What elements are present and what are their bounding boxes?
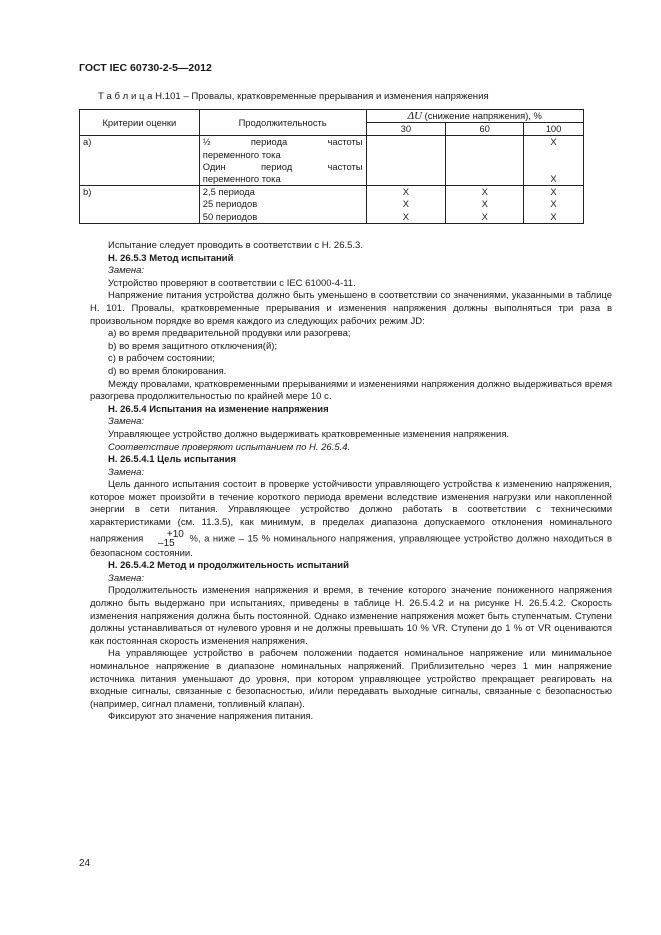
delta-u-text: (снижение напряжения), % xyxy=(424,110,542,121)
mark-x: X xyxy=(481,210,488,222)
document-body xyxy=(90,240,612,724)
duration-word: Один xyxy=(202,160,226,172)
header-duration: Продолжительность xyxy=(199,110,366,136)
table-row xyxy=(80,186,584,224)
paragraph: Напряжение питания устройства должно быть уменьшено в соответствии со значениями, указанными в таблице Н. 101. Провалы, кратковременные прерывания и изменения напряжения должны выполняться три раза в произвольном порядке во время каждого из следующих рабочих режим JD: xyxy=(90,290,612,327)
duration-line: 50 периодов xyxy=(202,210,258,222)
cell-b-30 xyxy=(366,186,446,224)
paragraph: Между провалами, кратковременными прерываниями и изменениями напряжения должно выдерживаться время разогрева продолжительностью по крайней мере 10 с. xyxy=(90,378,612,403)
mark-x: X xyxy=(402,186,410,198)
paragraph: На управляющее устройство в рабочем положении подается номинальное напряжение или минимальное номинальное напряжение в диапазоне номинальных напряжений. Приблизительно через 1 мин напряжение источника питания уменьшают до уровня, при котором управляющее устройство прекращает реагировать на входные сигналы, связанные с безопасностью, и/или передавать выходные сигналы, связанные с безопасностью (например, сигнал пламени, топливный клапан). xyxy=(90,648,612,710)
mark-x: X xyxy=(481,198,488,210)
mark-x: X xyxy=(550,198,557,210)
paragraph: Управляющее устройство должно выдерживать кратковременные изменения напряжения. xyxy=(108,428,510,440)
cell-a-60 xyxy=(446,136,524,186)
table-caption: Т а б л и ц а Н.101 – Провалы, кратковременные прерывания и изменения напряжения xyxy=(98,91,489,102)
replacement-note: Замена: xyxy=(108,416,145,428)
cell-b-60 xyxy=(446,186,524,224)
duration-word: период xyxy=(260,160,293,172)
header-delta xyxy=(366,110,584,123)
page-number: 24 xyxy=(79,858,91,869)
compliance-note: Соответствие проверяют испытанием по Н. 26.5.4. xyxy=(108,441,351,453)
mark-x: X xyxy=(550,173,557,185)
section-heading: Н. 26.5.4 Испытания на изменение напряжения xyxy=(108,403,329,415)
duration-line: переменного тока xyxy=(202,173,281,185)
header-level-60: 60 xyxy=(446,123,524,136)
header-level-100: 100 xyxy=(524,123,584,136)
tolerance-lower: –15 xyxy=(158,537,175,549)
header-criteria: Критерии оценки xyxy=(80,110,200,136)
delta-u-symbol: ΔU xyxy=(407,110,423,122)
cell-a-30 xyxy=(366,136,446,186)
cell-a-100 xyxy=(524,136,584,186)
replacement-note: Замена: xyxy=(108,265,145,277)
duration-word: частоты xyxy=(327,160,363,172)
paragraph: Продолжительность изменения напряжения и время, в течение которого значение пониженного напряжения должно быть выдержано при испытаниях, приведены в таблице Н. 26.5.4.2 и на рисунке Н. 26.5.4.2. Скорость изменения напряжения должна быть постоянной. Однако изменение напряжения может быть ступенчатым. Ступени должны устанавливаться от нулевого уровня и не должны превышать 10 % VR. Ступени до 1 % от VR оцениваются как постоянная скорость изменения напряжения. xyxy=(90,585,612,647)
paragraph-part: Цель данного испытания состоит в проверке устойчивости управляющего устройства к изменению напряжения, которое может произойти в течение короткого периода времени вследствие изменения нагрузки или накопленной энергии в сети питания. Управляющее устройство должно работать в соответствии с техническими характеристиками (см. 11.3.5), как минимум, в пределах диапазона допускаемого отклонения номинального напряжения xyxy=(90,479,612,545)
voltage-dip-table xyxy=(79,109,584,224)
duration-line: переменного тока xyxy=(202,148,281,160)
section-heading: Н. 26.5.3 Метод испытаний xyxy=(108,252,234,264)
standard-header: ГОСТ IEC 60730-2-5—2012 xyxy=(79,62,212,74)
mark-x: X xyxy=(481,186,488,198)
duration-line: 2,5 периода xyxy=(202,186,255,198)
duration-word: периода xyxy=(250,136,288,148)
list-item: b) во время защитного отключения(й); xyxy=(108,340,278,352)
list-item: a) во время предварительной продувки или разогрева; xyxy=(108,328,351,340)
paragraph: Фиксируют это значение напряжения питания. xyxy=(108,711,314,723)
duration-word: ½ xyxy=(202,136,211,148)
mark-x: X xyxy=(402,198,410,210)
list-item: d) во время блокирования. xyxy=(108,365,227,377)
replacement-note: Замена: xyxy=(108,466,145,478)
mark-x: X xyxy=(550,136,557,148)
header-level-30: 30 xyxy=(366,123,446,136)
section-heading: Н. 26.5.4.1 Цель испытания xyxy=(108,454,236,466)
table-row xyxy=(80,136,584,186)
cell-b-100 xyxy=(524,186,584,224)
replacement-note: Замена: xyxy=(108,572,145,584)
paragraph: Испытание следует проводить в соответствии с Н. 26.5.3. xyxy=(108,240,363,251)
duration-b xyxy=(199,186,366,224)
duration-line: 25 периодов xyxy=(202,198,258,210)
criterion-a: a) xyxy=(80,136,200,186)
mark-x: X xyxy=(550,186,557,198)
criterion-b: b) xyxy=(80,186,200,224)
paragraph xyxy=(90,479,612,560)
list-item: c) в рабочем состоянии; xyxy=(108,353,215,365)
duration-a xyxy=(199,136,366,186)
mark-x: X xyxy=(402,210,410,222)
paragraph-part: %, а ниже – 15 % номинального напряжения, управляющее устройство должно находиться в безопасном состоянии. xyxy=(90,533,613,559)
tolerance-fraction xyxy=(149,530,184,548)
mark-x: X xyxy=(550,210,557,222)
tolerance-upper: +10 xyxy=(166,528,184,540)
section-heading: Н. 26.5.4.2 Метод и продолжительность испытаний xyxy=(108,560,349,572)
paragraph: Устройство проверяют в соответствии с IEC 61000-4-11. xyxy=(108,277,356,289)
duration-word: частоты xyxy=(327,136,363,148)
